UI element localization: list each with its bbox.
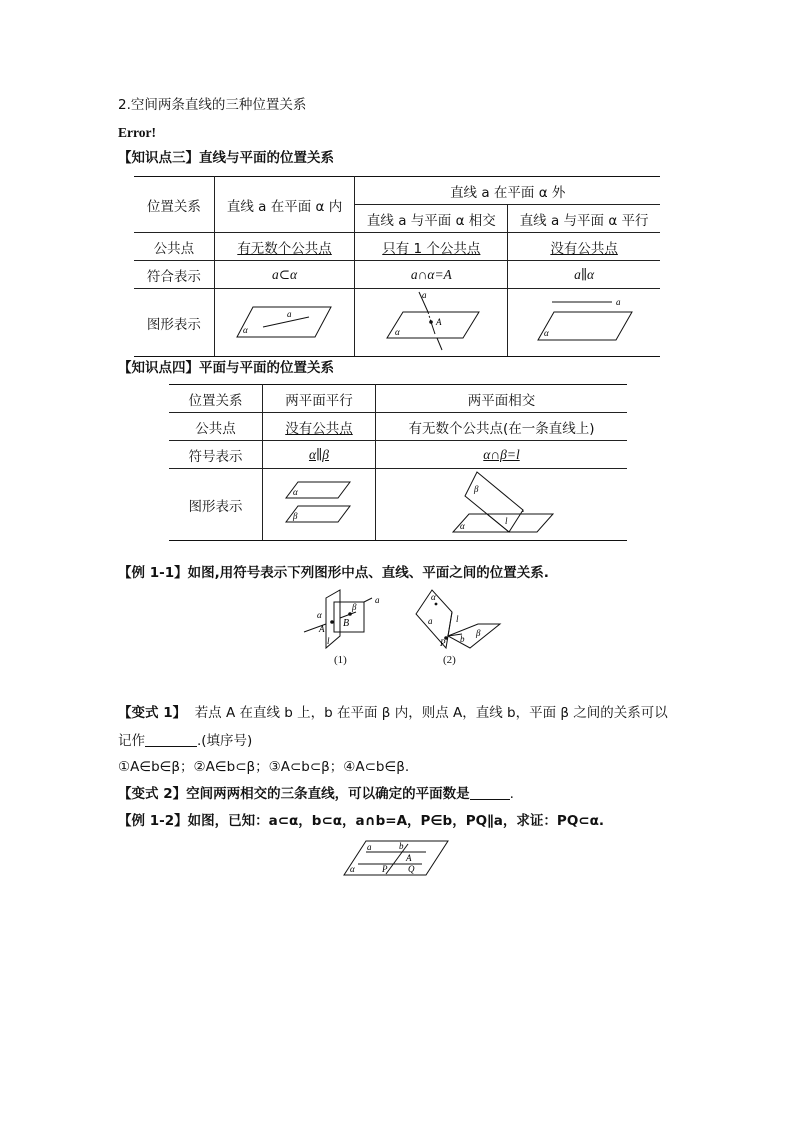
fig-label-alpha: α — [293, 486, 298, 497]
kp4-col-parallel: 两平面平行 — [263, 385, 376, 413]
fig-label-b: b — [460, 634, 465, 644]
kp4-common-intersect: 有无数个公共点(在一条直线上) — [376, 413, 628, 441]
variant-1-line2: 记作 .(填序号) — [118, 733, 253, 749]
example-figure-3 — [342, 838, 452, 878]
fig-label-alpha: α — [317, 610, 322, 620]
figure-2-caption: (2) — [443, 654, 456, 666]
example-1-1: 【例 1-1】如图,用符号表示下列图形中点、直线、平面之间的位置关系. — [118, 565, 549, 581]
fig-label-a: a — [367, 842, 372, 852]
fig-label-a: a — [616, 296, 621, 307]
fig-label-a: a — [428, 616, 433, 626]
kp3-col-parallel: 直线 a 与平面 α 平行 — [508, 205, 660, 233]
kp3-row-figure: 图形表示 — [134, 289, 214, 357]
kp3-sym-parallel: a∥α — [574, 266, 595, 282]
kp4-row-figure: 图形表示 — [169, 469, 263, 541]
fig-label-A: A — [406, 853, 412, 863]
example-figure-1 — [300, 588, 390, 652]
fig-label-A: A — [319, 624, 325, 634]
variant-1-label: 【变式 1】 — [118, 705, 187, 721]
kp3-col-relation: 位置关系 — [134, 177, 214, 233]
fig-label-alpha: α — [544, 327, 549, 338]
fig-label-P: P — [382, 864, 388, 874]
fig-label-alpha: α — [350, 864, 355, 874]
fig-label-beta: β — [293, 510, 298, 521]
kp3-col-outside: 直线 a 在平面 α 外 — [355, 177, 660, 205]
fig-label-alpha: α — [459, 520, 465, 531]
variant-1-answer-blank[interactable] — [145, 732, 197, 747]
variant-2: 【变式 2】空间两两相交的三条直线，可以确定的平面数是 . — [118, 786, 514, 802]
fig-label-l: l — [504, 515, 508, 526]
kp3-common-intersect: 只有 1 个公共点 — [382, 240, 481, 257]
fig-label-A: A — [436, 316, 442, 327]
variant-2-answer-blank[interactable] — [470, 785, 510, 800]
example-figure-2 — [410, 588, 506, 654]
kp4-common-parallel: 没有公共点 — [285, 420, 353, 437]
kp4-title: 【知识点四】平面与平面的位置关系 — [118, 360, 334, 376]
fig-label-alpha: α — [395, 326, 401, 337]
kp3-sym-inside: a⊂α — [271, 266, 298, 282]
kp4-sym-intersect: α∩β=l — [483, 446, 520, 462]
kp4-row-common: 公共点 — [169, 413, 263, 441]
kp3-common-inside: 有无数个公共点 — [237, 240, 332, 257]
kp3-col-inside: 直线 a 在平面 α 内 — [214, 177, 355, 233]
line-intersect-plane-figure — [381, 290, 481, 352]
fig-label-alpha: α — [431, 592, 436, 602]
planes-parallel-figure — [284, 480, 354, 526]
kp3-table — [134, 176, 660, 357]
kp3-row-symbol: 符合表示 — [134, 261, 214, 289]
fig-label-beta: β — [473, 483, 478, 494]
kp4-row-symbol: 符号表示 — [169, 441, 263, 469]
fig-label-beta: β — [352, 602, 357, 612]
fig-label-a: a — [286, 308, 292, 319]
kp4-sym-parallel: α∥β — [308, 446, 330, 462]
fig-label-beta: β — [476, 628, 481, 638]
kp3-common-parallel: 没有公共点 — [550, 240, 618, 257]
fig-label-l: l — [327, 636, 330, 646]
line-in-plane-figure — [235, 301, 335, 341]
variant-1-text: 若点 A 在直线 b 上，b 在平面 β 内，则点 A，直线 b，平面 β 之间的关系可以 — [194, 705, 668, 721]
fig-label-Q: Q — [408, 864, 415, 874]
fig-label-alpha: α — [242, 324, 248, 335]
error-text: Error! — [118, 125, 156, 140]
kp4-col-intersect: 两平面相交 — [376, 385, 628, 413]
section-heading: 2.空间两条直线的三种位置关系 — [118, 97, 307, 113]
variant-1-options: ①A∈b∈β；②A∈b⊂β；③A⊂b⊂β；④A⊂b∈β. — [118, 759, 410, 775]
kp3-sym-intersect: a∩α=A — [410, 266, 452, 282]
fig-label-B: B — [343, 618, 350, 629]
fig-label-P: P — [440, 638, 446, 648]
example-1-2: 【例 1-2】如图，已知：a⊂α，b⊂α，a∩b=A，P∈b，PQ∥a，求证：PQ⊂α. — [118, 813, 605, 829]
kp3-title: 【知识点三】直线与平面的位置关系 — [118, 150, 334, 166]
kp3-col-intersect: 直线 a 与平面 α 相交 — [355, 205, 508, 233]
variant-1 — [118, 704, 668, 722]
figure-1-caption: (1) — [334, 654, 347, 666]
fig-label-a: a — [422, 289, 427, 300]
kp4-col-relation: 位置关系 — [169, 385, 263, 413]
planes-intersect-figure — [447, 470, 557, 536]
line-parallel-plane-figure — [534, 296, 634, 346]
fig-label-a: a — [375, 595, 380, 605]
fig-label-l: l — [456, 614, 459, 624]
kp3-row-common: 公共点 — [134, 233, 214, 261]
kp4-table — [169, 384, 627, 541]
fig-label-b: b — [399, 841, 404, 851]
